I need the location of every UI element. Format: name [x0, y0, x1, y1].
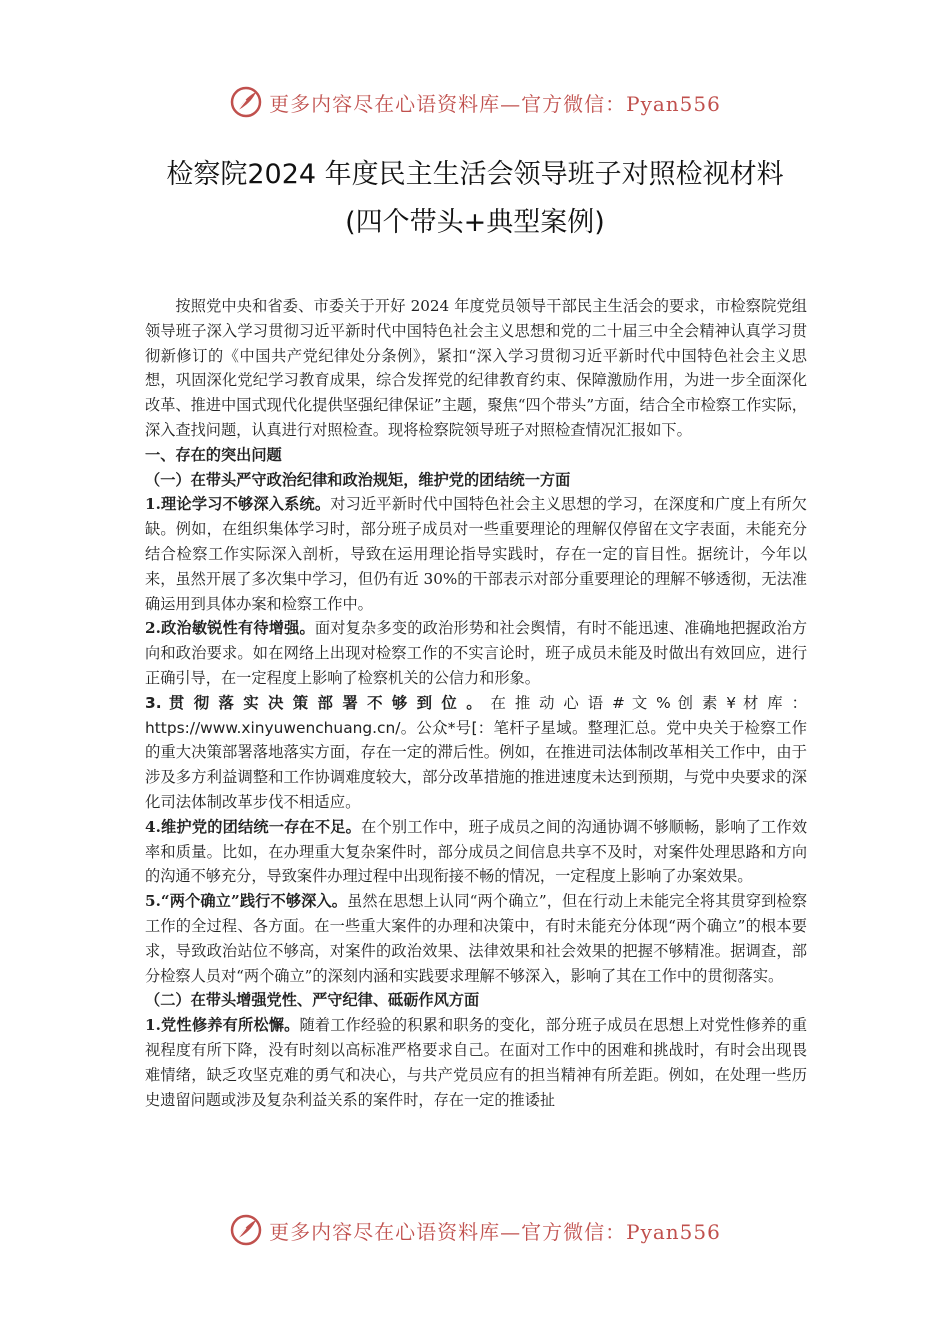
subsection-heading-2: （二）在带头增强党性、严守纪律、砥砺作风方面: [145, 991, 480, 1010]
item-paragraph-6: [145, 1013, 807, 1112]
item-title-2: 2.政治敏锐性有待增强。: [145, 619, 315, 638]
item-title-4: 4.维护党的团结统一存在不足。: [145, 817, 362, 836]
item-paragraph-1: [145, 492, 807, 616]
footer-banner: [0, 1208, 950, 1252]
feather-pen-logo-icon: [229, 1213, 263, 1247]
document-title-line-2: (四个带头+典型案例): [345, 207, 605, 238]
item-text-1: 对习近平新时代中国特色社会主义思想的学习，在深度和广度上有所欠缺。例如，在组织集体学习时，部分班子成员对一些重要理论的理解仅停留在文字表面，未能充分结合检察工作实际深入剖析，导致在运用理论指导实践时，存在一定的盲目性。据统计，今年以来，虽然开展了多次集中学习，但仍有近 30%的干部表示对部分重要理论的理解不够透彻，无法准确运用到具体办案和检察工作中。: [145, 495, 807, 613]
item-paragraph-2: [145, 616, 807, 690]
header-banner: [0, 80, 950, 124]
item-title-1: 1.理论学习不够深入系统。: [145, 495, 331, 514]
item-title-6: 1.党性修养有所松懈。: [145, 1016, 300, 1035]
item-paragraph-3: [145, 691, 807, 815]
item-title-3: 3. 贯 彻 落 实 决 策 部 署 不 够 到 位 。: [145, 693, 484, 712]
item-text-3: 在 推 动 心 语 # 文 % 创 素 ¥ 材 库 ： https://www.xinyuwenchuang.cn/。公众*号[：笔杆子星域。整理汇总。党中央关于检察工作的重大决策部署落地落实方面，存在一定的滞后性。例如，在推进司法体制改革相关工作中，由于涉及多方利益调整和工作协调难度较大，部分改革措施的推进速度未达到预期，与党中央要求的深化司法体制改革步伐不相适应。: [145, 693, 807, 811]
banner-text: 更多内容尽在心语资料库—官方微信：Pyan556: [269, 91, 721, 116]
item-title-5: 5.“两个确立”践行不够深入。: [145, 892, 348, 911]
item-text-6: 随着工作经验的积累和职务的变化，部分班子成员在思想上对党性修养的重视程度有所下降，没有时刻以高标准严格要求自己。在面对工作中的困难和挑战时，有时会出现畏难情绪，缺乏攻坚克难的勇气和决心，与共产党员应有的担当精神有所差距。例如，在处理一些历史遗留问题或涉及复杂利益关系的案件时，存在一定的推诿扯: [145, 1016, 808, 1109]
item-paragraph-5: [145, 889, 807, 988]
document-title-line-1: 检察院2024 年度民主生活会领导班子对照检视材料: [166, 159, 784, 190]
item-text-5: 虽然在思想上认同“两个确立”，但在行动上未能完全将其贯穿到检察工作的全过程、各方面。在一些重大案件的办理和决策中，有时未能充分体现“两个确立”的根本要求，导致政治站位不够高，对案件的政治效果、法律效果和社会效果的把握不够精准。据调查，部分检察人员对“两个确立”的深刻内涵和实践要求理解不够深入，影响了其在工作中的贯彻落实。: [145, 892, 808, 985]
section-heading-1: 一、存在的突出问题: [145, 445, 282, 464]
document-body: [145, 294, 807, 1112]
item-text-2: 面对复杂多变的政治形势和社会舆情，有时不能迅速、准确地把握政治方向和政治要求。如在网络上出现对检察工作的不实言论时，班子成员未能及时做出有效回应，进行正确引导，在一定程度上影响了检察机关的公信力和形象。: [145, 619, 808, 687]
item-text-4: 在个别工作中，班子成员之间的沟通协调不够顺畅，影响了工作效率和质量。比如，在办理重大复杂案件时，部分成员之间信息共享不及时，对案件处理思路和方向的沟通不够充分，导致案件办理过程中出现衔接不畅的情况，一定程度上影响了办案效果。: [145, 817, 808, 886]
item-paragraph-4: [145, 815, 807, 889]
banner-text: 更多内容尽在心语资料库—官方微信：Pyan556: [269, 1219, 721, 1244]
subsection-heading-1: （一）在带头严守政治纪律和政治规矩，维护党的团结统一方面: [145, 470, 571, 489]
intro-paragraph: 按照党中央和省委、市委关于开好 2024 年度党员领导干部民主生活会的要求，市检察院党组领导班子深入学习贯彻习近平新时代中国特色社会主义思想和党的二十届三中全会精神认真学习贯彻新修订的《中国共产党纪律处分条例》，紧扣“深入学习贯彻习近平新时代中国特色社会主义思想，巩固深化党纪学习教育成果，综合发挥党的纪律教育约束、保障激励作用，为进一步全面深化改革、推进中国式现代化提供坚强纪律保证”主题，聚焦“四个带头”方面，结合全市检察工作实际，深入查找问题，认真进行对照检查。现将检察院领导班子对照检查情况汇报如下。: [145, 297, 807, 439]
feather-pen-logo-icon: [229, 85, 263, 119]
